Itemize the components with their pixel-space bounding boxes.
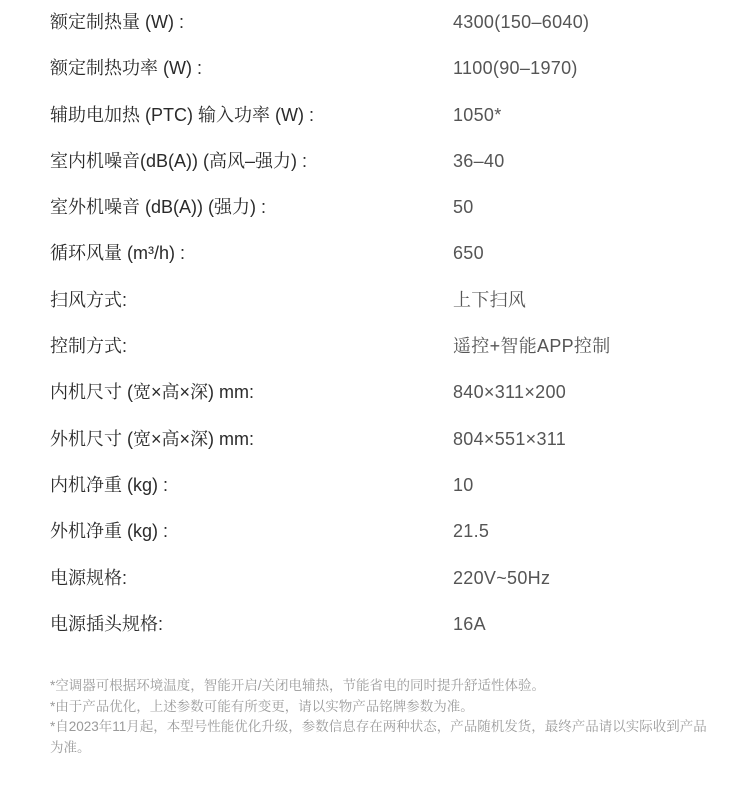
spec-row-ptc-power <box>50 93 730 139</box>
spec-value: 220V~50Hz <box>453 567 551 588</box>
spec-value: 840×311×200 <box>453 382 567 403</box>
spec-row-outdoor-weight <box>50 509 730 555</box>
spec-row-control-mode <box>50 324 730 370</box>
spec-row-indoor-noise <box>50 139 730 185</box>
spec-value: 4300(150–6040) <box>453 12 590 32</box>
spec-label: 室内机噪音(dB(A)) (高风–强力) : <box>50 150 307 171</box>
spec-value: 50 <box>453 197 474 218</box>
footnotes <box>50 676 710 758</box>
spec-value: 650 <box>453 243 484 264</box>
spec-value: 36–40 <box>453 150 505 171</box>
spec-label: 循环风量 (m³/h) : <box>50 243 185 264</box>
spec-row-airflow <box>50 231 730 277</box>
footnote: *空调器可根据环境温度，智能开启/关闭电辅热，节能省电的同时提升舒适性体验。 <box>50 678 546 693</box>
spec-label: 外机净重 (kg) : <box>50 521 169 542</box>
spec-label: 内机尺寸 (宽×高×深) mm: <box>50 382 255 403</box>
spec-value: 1050* <box>453 104 502 125</box>
spec-label: 内机净重 (kg) : <box>50 474 169 495</box>
spec-row-rated-heating-capacity <box>50 0 730 46</box>
spec-row-indoor-dimensions <box>50 370 730 416</box>
spec-row-swing-mode <box>50 278 730 324</box>
spec-label: 辅助电加热 (PTC) 输入功率 (W) : <box>50 104 314 125</box>
footnote: *自2023年11月起，本型号性能优化升级，参数信息存在两种状态，产品随机发货，最终产品请以实际收到产品为准。 <box>50 719 707 755</box>
spec-label: 扫风方式: <box>50 289 128 310</box>
spec-label: 室外机噪音 (dB(A)) (强力) : <box>50 197 266 218</box>
spec-row-plug-spec <box>50 602 730 648</box>
spec-label: 额定制热功率 (W) : <box>50 58 202 79</box>
spec-label: 外机尺寸 (宽×高×深) mm: <box>50 428 255 449</box>
spec-label: 额定制热量 (W) : <box>50 12 184 32</box>
spec-label: 电源插头规格: <box>50 613 164 634</box>
spec-value: 10 <box>453 474 474 495</box>
spec-value: 遥控+智能APP控制 <box>453 336 611 357</box>
spec-row-outdoor-noise <box>50 185 730 231</box>
spec-value: 16A <box>453 613 486 634</box>
spec-row-indoor-weight <box>50 463 730 509</box>
spec-value: 1100(90–1970) <box>453 58 578 79</box>
spec-value: 21.5 <box>453 521 490 542</box>
spec-value: 804×551×311 <box>453 428 567 449</box>
spec-value: 上下扫风 <box>453 289 527 310</box>
spec-row-rated-heating-power <box>50 46 730 92</box>
spec-row-power-supply <box>50 556 730 602</box>
footnote: *由于产品优化，上述参数可能有所变更，请以实物产品铭牌参数为准。 <box>50 698 474 714</box>
spec-table <box>50 0 730 648</box>
spec-label: 电源规格: <box>50 567 128 588</box>
spec-row-outdoor-dimensions <box>50 417 730 463</box>
spec-label: 控制方式: <box>50 336 128 357</box>
